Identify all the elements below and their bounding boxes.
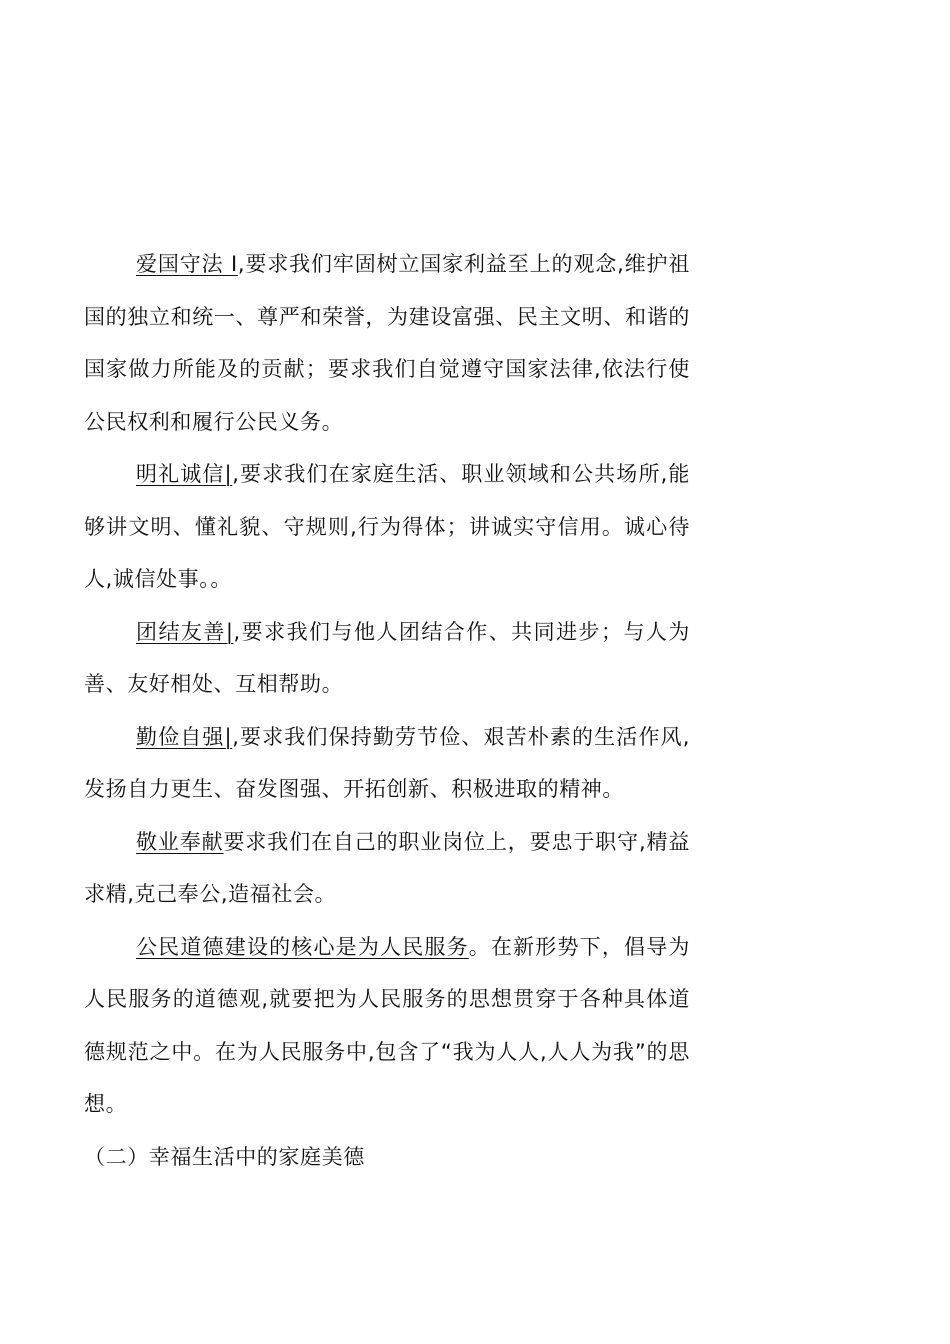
- paragraph-thrift: [84, 711, 690, 816]
- term-core-service: 公民道德建设的核心是为人民服务: [136, 934, 469, 959]
- paragraph-dedication: [84, 816, 690, 921]
- paragraph-unity: [84, 606, 690, 711]
- paragraph-patriotism: [84, 238, 690, 448]
- paragraph-text: ,要求我们牢固树立国家利益至上的观念,维护祖国的独立和统一、尊严和荣誉，为建设富强、民主文明、和谐的国家做力所能及的贡献；要求我们自觉遵守国家法律,依法行使公民权利和履行公民义务。: [84, 252, 690, 434]
- paragraph-text: ,要求我们保持勤劳节俭、艰苦朴素的生活作风,发扬自力更生、奋发图强、开拓创新、积极进取的精神。: [84, 724, 690, 801]
- paragraph-text: ,要求我们在家庭生活、职业领域和公共场所,能够讲文明、懂礼貌、守规则,行为得体；讲诚实守信用。诚心待人,诚信处事。。: [84, 462, 690, 591]
- paragraph-text: ,要求我们与他人团结合作、共同进步；与人为善、友好相处、互相帮助。: [84, 619, 690, 696]
- term-courtesy: 明礼诚信|: [136, 462, 233, 486]
- paragraph-text: 要求我们在自己的职业岗位上，要忠于职守,精益求精,克己奉公,造福社会。: [84, 829, 691, 906]
- paragraph-courtesy: [84, 448, 690, 606]
- document-body: [84, 238, 690, 1183]
- paragraph-text: 。在新形势下，倡导为人民服务的道德观,就要把为人民服务的思想贯穿于各种具体道德规范之中。在为人民服务中,包含了“我为人人,人人为我”的思想。: [84, 934, 690, 1116]
- paragraph-core-service: [84, 921, 690, 1131]
- term-patriotism: 爱国守法 I: [136, 252, 238, 276]
- term-unity: 团结友善|: [136, 619, 234, 644]
- term-dedication: 敬业奉献: [136, 829, 224, 854]
- section-heading: （二）幸福生活中的家庭美德: [84, 1144, 365, 1169]
- term-thrift: 勤俭自强|: [136, 724, 233, 749]
